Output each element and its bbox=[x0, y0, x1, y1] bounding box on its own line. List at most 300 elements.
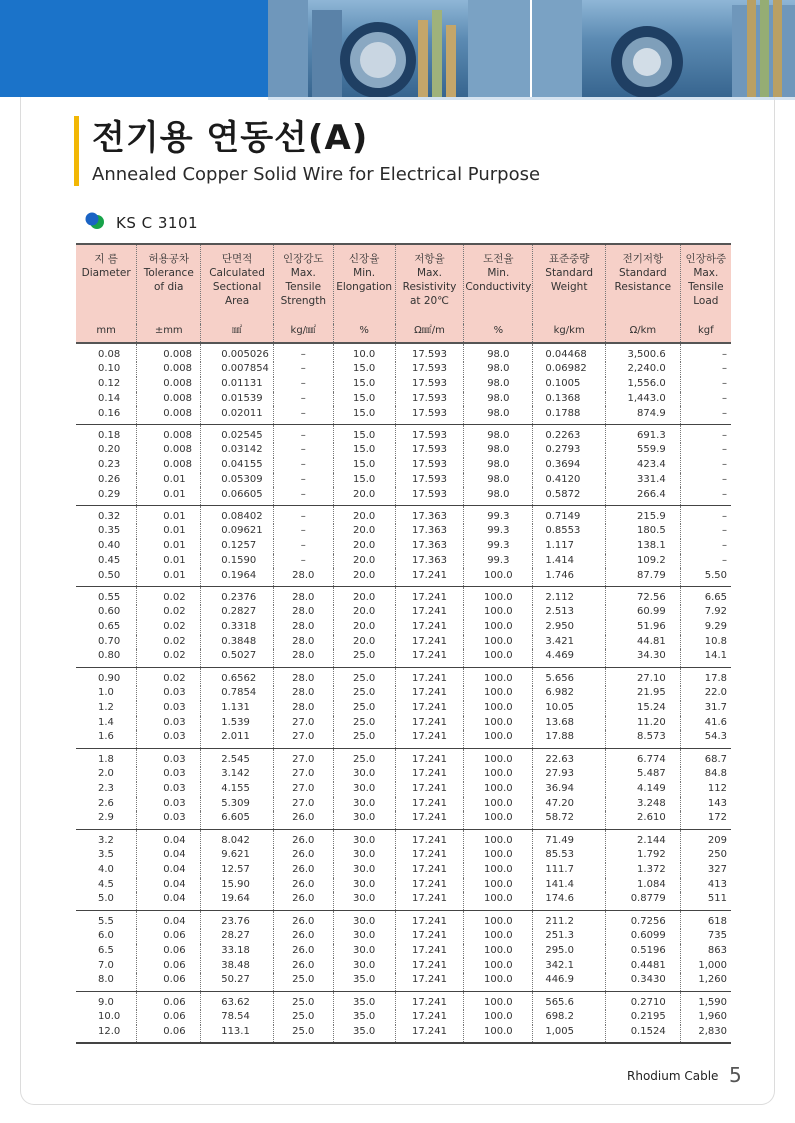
table-cell: 20.0 bbox=[333, 524, 395, 539]
table-cell: 9.621 bbox=[201, 848, 274, 863]
table-cell: 0.01 bbox=[137, 568, 201, 586]
table-cell: 100.0 bbox=[464, 929, 533, 944]
table-cell: 0.16 bbox=[98, 407, 121, 419]
table-cell: 698.2 bbox=[533, 1010, 606, 1025]
column-unit: kg/km bbox=[533, 324, 606, 343]
table-cell: 100.0 bbox=[464, 686, 533, 701]
header-cable-photo-2 bbox=[532, 0, 795, 97]
table-cell: 99.3 bbox=[464, 539, 533, 554]
table-cell: 143 bbox=[680, 797, 731, 812]
table-cell: 423.4 bbox=[606, 458, 681, 473]
table-cell: – bbox=[273, 458, 333, 473]
table-cell: 0.008 bbox=[137, 392, 201, 407]
table-cell: 0.01 bbox=[137, 487, 201, 505]
table-cell: 0.04155 bbox=[201, 458, 274, 473]
table-cell: 6.774 bbox=[606, 748, 681, 767]
column-header-english: Standard Weight bbox=[545, 267, 594, 293]
table-row-group bbox=[76, 343, 731, 424]
table-cell: 2.144 bbox=[606, 829, 681, 848]
table-cell: 100.0 bbox=[464, 797, 533, 812]
table-cell: 100.0 bbox=[464, 863, 533, 878]
table-row bbox=[76, 991, 731, 1010]
table-cell: 1.117 bbox=[533, 539, 606, 554]
table-cell: 30.0 bbox=[333, 797, 395, 812]
standard-code: KS C 3101 bbox=[116, 214, 199, 232]
table-cell: 28.27 bbox=[201, 929, 274, 944]
table-row bbox=[76, 797, 731, 812]
table-cell: 4.155 bbox=[201, 782, 274, 797]
table-cell: 1,260 bbox=[680, 973, 731, 991]
table-row bbox=[76, 524, 731, 539]
column-header bbox=[533, 244, 606, 324]
table-cell: 99.3 bbox=[464, 524, 533, 539]
table-cell: 63.62 bbox=[201, 991, 274, 1010]
table-cell: 98.0 bbox=[464, 473, 533, 488]
table-cell: 28.0 bbox=[273, 649, 333, 667]
table-row bbox=[76, 973, 731, 991]
table-cell: 100.0 bbox=[464, 811, 533, 829]
table-cell: 342.1 bbox=[533, 958, 606, 973]
table-cell: 100.0 bbox=[464, 748, 533, 767]
table-cell: 28.0 bbox=[273, 667, 333, 686]
column-unit: mm bbox=[96, 325, 116, 336]
table-cell: – bbox=[273, 554, 333, 569]
table-cell: 25.0 bbox=[273, 1010, 333, 1025]
table-cell: 0.008 bbox=[137, 424, 201, 443]
table-cell: 25.0 bbox=[333, 716, 395, 731]
table-cell: 141.4 bbox=[533, 878, 606, 893]
table-cell: 30.0 bbox=[333, 848, 395, 863]
table-cell: 0.03142 bbox=[201, 443, 274, 458]
table-cell: 5.0 bbox=[98, 893, 114, 905]
table-cell: 138.1 bbox=[606, 539, 681, 554]
table-row bbox=[76, 929, 731, 944]
table-cell: – bbox=[273, 443, 333, 458]
table-cell: 17.241 bbox=[395, 848, 464, 863]
table-cell: 10.0 bbox=[333, 343, 395, 362]
table-cell: 28.0 bbox=[273, 620, 333, 635]
table-cell: 44.81 bbox=[606, 635, 681, 650]
table-cell: 100.0 bbox=[464, 649, 533, 667]
table-cell: 3.2 bbox=[98, 834, 114, 846]
table-cell: 0.90 bbox=[98, 672, 121, 684]
table-cell: 863 bbox=[680, 944, 731, 959]
table-cell: 17.241 bbox=[395, 910, 464, 929]
table-cell: 28.0 bbox=[273, 701, 333, 716]
table-cell: 0.06 bbox=[137, 1025, 201, 1043]
table-cell: 0.04 bbox=[137, 878, 201, 893]
table-cell: 1.746 bbox=[533, 568, 606, 586]
table-row bbox=[76, 505, 731, 524]
table-cell: 0.04 bbox=[137, 892, 201, 910]
table-cell: 0.32 bbox=[98, 510, 121, 522]
table-cell: 17.241 bbox=[395, 620, 464, 635]
table-cell: 215.9 bbox=[606, 505, 681, 524]
table-cell: 9.0 bbox=[98, 996, 114, 1008]
table-cell: 27.0 bbox=[273, 782, 333, 797]
table-cell: 87.79 bbox=[606, 568, 681, 586]
table-cell: 0.1005 bbox=[533, 377, 606, 392]
column-unit: kg/㎟ bbox=[273, 324, 333, 343]
table-cell: 98.0 bbox=[464, 343, 533, 362]
table-cell: 15.0 bbox=[333, 406, 395, 424]
table-cell: 1.8 bbox=[98, 753, 114, 765]
table-cell: 30.0 bbox=[333, 829, 395, 848]
table-cell: 8.0 bbox=[98, 974, 114, 986]
table-cell: 0.06 bbox=[137, 929, 201, 944]
table-cell: – bbox=[273, 362, 333, 377]
table-cell: 30.0 bbox=[333, 892, 395, 910]
table-cell: 100.0 bbox=[464, 586, 533, 605]
table-cell: 30.0 bbox=[333, 782, 395, 797]
table-cell: 0.03 bbox=[137, 716, 201, 731]
table-row bbox=[76, 362, 731, 377]
table-cell: 98.0 bbox=[464, 392, 533, 407]
column-unit: % bbox=[333, 324, 395, 343]
table-cell: 15.0 bbox=[333, 362, 395, 377]
table-cell: 1.084 bbox=[606, 878, 681, 893]
table-row bbox=[76, 443, 731, 458]
table-cell: – bbox=[273, 424, 333, 443]
table-cell: 0.1964 bbox=[201, 568, 274, 586]
table-cell: 0.80 bbox=[98, 650, 121, 662]
table-cell: 22.0 bbox=[680, 686, 731, 701]
table-cell: 17.241 bbox=[395, 973, 464, 991]
table-cell: 17.241 bbox=[395, 782, 464, 797]
table-row bbox=[76, 458, 731, 473]
table-cell: 17.241 bbox=[395, 701, 464, 716]
table-cell: 25.0 bbox=[333, 748, 395, 767]
table-cell: 174.6 bbox=[533, 892, 606, 910]
table-row bbox=[76, 586, 731, 605]
table-cell: 28.0 bbox=[273, 605, 333, 620]
table-cell: 100.0 bbox=[464, 991, 533, 1010]
table-header bbox=[76, 244, 731, 343]
table-row-group bbox=[76, 991, 731, 1043]
table-cell: 1,443.0 bbox=[606, 392, 681, 407]
table-row bbox=[76, 958, 731, 973]
table-cell: 15.0 bbox=[333, 473, 395, 488]
table-cell: 100.0 bbox=[464, 944, 533, 959]
table-cell: 0.45 bbox=[98, 554, 121, 566]
table-cell: 17.241 bbox=[395, 878, 464, 893]
table-cell: 0.08 bbox=[98, 349, 121, 360]
table-cell: 0.01131 bbox=[201, 377, 274, 392]
table-cell: 0.1590 bbox=[201, 554, 274, 569]
table-cell: 211.2 bbox=[533, 910, 606, 929]
column-header bbox=[201, 244, 274, 324]
table-cell: 100.0 bbox=[464, 620, 533, 635]
table-cell: – bbox=[273, 487, 333, 505]
column-header-english: Max. Tensile Load bbox=[688, 267, 724, 307]
column-header bbox=[464, 244, 533, 324]
table-cell: 13.68 bbox=[533, 716, 606, 731]
table-cell: 100.0 bbox=[464, 878, 533, 893]
table-cell: 20.0 bbox=[333, 539, 395, 554]
table-cell: 874.9 bbox=[606, 406, 681, 424]
table-cell: 0.2710 bbox=[606, 991, 681, 1010]
table-cell: – bbox=[680, 487, 731, 505]
table-cell: 85.53 bbox=[533, 848, 606, 863]
table-cell: 17.241 bbox=[395, 568, 464, 586]
table-cell: 23.76 bbox=[201, 910, 274, 929]
table-cell: 15.0 bbox=[333, 392, 395, 407]
table-cell: 0.03 bbox=[137, 701, 201, 716]
table-cell: 0.03 bbox=[137, 782, 201, 797]
table-row-group bbox=[76, 505, 731, 586]
table-row bbox=[76, 406, 731, 424]
table-cell: 0.04 bbox=[137, 863, 201, 878]
table-cell: – bbox=[680, 539, 731, 554]
table-cell: 2,240.0 bbox=[606, 362, 681, 377]
table-cell: 0.3430 bbox=[606, 973, 681, 991]
table-cell: 0.2263 bbox=[533, 424, 606, 443]
table-row bbox=[76, 568, 731, 586]
table-row-group bbox=[76, 424, 731, 505]
table-cell: 2.0 bbox=[98, 768, 114, 780]
table-cell: 735 bbox=[680, 929, 731, 944]
table-cell: 0.3318 bbox=[201, 620, 274, 635]
table-cell: 6.65 bbox=[680, 586, 731, 605]
table-cell: 17.363 bbox=[395, 539, 464, 554]
table-row bbox=[76, 767, 731, 782]
table-cell: 691.3 bbox=[606, 424, 681, 443]
column-header-korean: 저항율 bbox=[414, 253, 445, 265]
column-header-english: Min. Elongation bbox=[336, 267, 393, 293]
table-cell: 0.5872 bbox=[533, 487, 606, 505]
table-cell: 17.593 bbox=[395, 362, 464, 377]
table-cell: 10.0 bbox=[98, 1011, 121, 1023]
table-cell: 0.6099 bbox=[606, 929, 681, 944]
table-cell: 0.14 bbox=[98, 392, 121, 404]
table-cell: 0.06982 bbox=[533, 362, 606, 377]
table-cell: 112 bbox=[680, 782, 731, 797]
column-header bbox=[395, 244, 464, 324]
table-cell: 0.01 bbox=[137, 505, 201, 524]
table-cell: 0.03 bbox=[137, 811, 201, 829]
column-unit: Ω/km bbox=[606, 324, 681, 343]
table-cell: 38.48 bbox=[201, 958, 274, 973]
table-cell: 1.131 bbox=[201, 701, 274, 716]
table-cell: 0.7149 bbox=[533, 505, 606, 524]
table-cell: 5.5 bbox=[98, 915, 114, 927]
table-cell: 559.9 bbox=[606, 443, 681, 458]
table-row-group bbox=[76, 829, 731, 910]
column-header-korean: 도전율 bbox=[483, 253, 514, 265]
table-cell: 0.02 bbox=[137, 667, 201, 686]
page-title-english: Annealed Copper Solid Wire for Electrical Purpose bbox=[92, 164, 541, 185]
column-unit: ㎟ bbox=[201, 324, 274, 343]
table-cell: 98.0 bbox=[464, 406, 533, 424]
table-cell: 0.09621 bbox=[201, 524, 274, 539]
table-cell: 17.593 bbox=[395, 392, 464, 407]
table-row bbox=[76, 473, 731, 488]
table-cell: 1.0 bbox=[98, 687, 114, 699]
table-cell: 25.0 bbox=[333, 701, 395, 716]
table-cell: 327 bbox=[680, 863, 731, 878]
table-cell: – bbox=[680, 406, 731, 424]
table-cell: 4.0 bbox=[98, 864, 114, 876]
column-unit: kgf bbox=[680, 324, 731, 343]
table-cell: 21.95 bbox=[606, 686, 681, 701]
table-cell: 0.008 bbox=[137, 377, 201, 392]
table-cell: 0.01 bbox=[137, 473, 201, 488]
table-cell: 17.241 bbox=[395, 829, 464, 848]
table-cell: 618 bbox=[680, 910, 731, 929]
column-header bbox=[606, 244, 681, 324]
table-cell: 17.593 bbox=[395, 377, 464, 392]
table-row bbox=[76, 782, 731, 797]
table-cell: – bbox=[680, 473, 731, 488]
table-cell: 17.593 bbox=[395, 458, 464, 473]
column-header-english: Max. Tensile Strength bbox=[280, 267, 326, 307]
table-cell: 35.0 bbox=[333, 991, 395, 1010]
table-cell: 26.0 bbox=[273, 958, 333, 973]
table-cell: 26.0 bbox=[273, 863, 333, 878]
table-cell: 26.0 bbox=[273, 944, 333, 959]
column-unit: Ω㎟/m bbox=[395, 324, 464, 343]
table-row bbox=[76, 605, 731, 620]
table-cell: 17.241 bbox=[395, 944, 464, 959]
column-unit: % bbox=[464, 324, 533, 343]
table-row-group bbox=[76, 748, 731, 829]
table-cell: 0.5196 bbox=[606, 944, 681, 959]
table-cell: 2.6 bbox=[98, 797, 114, 809]
table-row bbox=[76, 863, 731, 878]
page-number: 5 bbox=[729, 1063, 742, 1087]
table-cell: 14.1 bbox=[680, 649, 731, 667]
table-cell: 0.2195 bbox=[606, 1010, 681, 1025]
table-row bbox=[76, 811, 731, 829]
table-cell: 0.007854 bbox=[201, 362, 274, 377]
table-cell: 30.0 bbox=[333, 878, 395, 893]
table-cell: 3.5 bbox=[98, 849, 114, 861]
table-row bbox=[76, 701, 731, 716]
table-cell: 0.02011 bbox=[201, 406, 274, 424]
table-cell: 51.96 bbox=[606, 620, 681, 635]
table-cell: 0.1788 bbox=[533, 406, 606, 424]
table-row bbox=[76, 910, 731, 929]
table-cell: 34.30 bbox=[606, 649, 681, 667]
table-row bbox=[76, 848, 731, 863]
table-cell: 98.0 bbox=[464, 424, 533, 443]
table-cell: 20.0 bbox=[333, 505, 395, 524]
table-cell: 22.63 bbox=[533, 748, 606, 767]
table-cell: 0.6562 bbox=[201, 667, 274, 686]
table-cell: 0.008 bbox=[137, 362, 201, 377]
table-cell: 15.90 bbox=[201, 878, 274, 893]
table-cell: 20.0 bbox=[333, 605, 395, 620]
table-cell: 30.0 bbox=[333, 811, 395, 829]
table-cell: 28.0 bbox=[273, 686, 333, 701]
table-cell: 99.3 bbox=[464, 554, 533, 569]
table-row bbox=[76, 620, 731, 635]
page-title-korean: 전기용 연동선(A) bbox=[92, 118, 369, 158]
table-cell: 1.6 bbox=[98, 731, 114, 743]
table-cell: 27.0 bbox=[273, 767, 333, 782]
table-cell: – bbox=[273, 539, 333, 554]
table-cell: 35.0 bbox=[333, 1010, 395, 1025]
table-cell: 7.0 bbox=[98, 959, 114, 971]
table-cell: 17.241 bbox=[395, 649, 464, 667]
table-cell: 27.0 bbox=[273, 797, 333, 812]
table-cell: 0.26 bbox=[98, 473, 121, 485]
table-cell: 0.01 bbox=[137, 524, 201, 539]
table-cell: 1,960 bbox=[680, 1010, 731, 1025]
table-cell: 0.008 bbox=[137, 458, 201, 473]
table-cell: – bbox=[680, 362, 731, 377]
table-cell: 100.0 bbox=[464, 829, 533, 848]
table-cell: 100.0 bbox=[464, 892, 533, 910]
table-cell: 17.241 bbox=[395, 605, 464, 620]
table-cell: 0.1524 bbox=[606, 1025, 681, 1043]
table-cell: 0.8779 bbox=[606, 892, 681, 910]
table-row bbox=[76, 944, 731, 959]
column-header bbox=[76, 244, 137, 324]
table-cell: 0.60 bbox=[98, 606, 121, 618]
table-cell: 1,590 bbox=[680, 991, 731, 1010]
table-cell: 0.02 bbox=[137, 649, 201, 667]
table-cell: 1,000 bbox=[680, 958, 731, 973]
table-cell: 1.792 bbox=[606, 848, 681, 863]
table-cell: 2.112 bbox=[533, 586, 606, 605]
table-cell: 15.0 bbox=[333, 424, 395, 443]
table-cell: 17.241 bbox=[395, 991, 464, 1010]
table-cell: – bbox=[273, 505, 333, 524]
table-cell: 30.0 bbox=[333, 863, 395, 878]
table-row bbox=[76, 686, 731, 701]
table-cell: 511 bbox=[680, 892, 731, 910]
table-cell: 0.02 bbox=[137, 586, 201, 605]
table-cell: 413 bbox=[680, 878, 731, 893]
table-cell: 295.0 bbox=[533, 944, 606, 959]
table-cell: 100.0 bbox=[464, 973, 533, 991]
table-cell: 17.241 bbox=[395, 811, 464, 829]
table-row bbox=[76, 716, 731, 731]
table-cell: 0.04 bbox=[137, 910, 201, 929]
table-cell: 250 bbox=[680, 848, 731, 863]
table-cell: 17.241 bbox=[395, 958, 464, 973]
table-cell: 0.02 bbox=[137, 635, 201, 650]
table-cell: 0.06 bbox=[137, 944, 201, 959]
table-cell: 100.0 bbox=[464, 958, 533, 973]
table-cell: 35.0 bbox=[333, 973, 395, 991]
table-cell: 26.0 bbox=[273, 878, 333, 893]
table-cell: 19.64 bbox=[201, 892, 274, 910]
table-cell: 8.573 bbox=[606, 730, 681, 748]
column-header bbox=[273, 244, 333, 324]
table-cell: 26.0 bbox=[273, 892, 333, 910]
table-cell: 33.18 bbox=[201, 944, 274, 959]
table-cell: 0.29 bbox=[98, 488, 121, 500]
table-cell: – bbox=[273, 377, 333, 392]
table-cell: 17.88 bbox=[533, 730, 606, 748]
table-cell: 0.5027 bbox=[201, 649, 274, 667]
table-cell: 0.50 bbox=[98, 569, 121, 581]
table-cell: 0.008 bbox=[137, 443, 201, 458]
table-cell: 209 bbox=[680, 829, 731, 848]
table-cell: 27.0 bbox=[273, 748, 333, 767]
table-cell: 27.93 bbox=[533, 767, 606, 782]
table-cell: 0.03 bbox=[137, 797, 201, 812]
table-row bbox=[76, 554, 731, 569]
table-row bbox=[76, 1010, 731, 1025]
column-header-korean: 인장강도 bbox=[283, 253, 324, 265]
table-cell: 10.8 bbox=[680, 635, 731, 650]
table-cell: 2.513 bbox=[533, 605, 606, 620]
table-cell: 1.2 bbox=[98, 702, 114, 714]
table-cell: 0.4481 bbox=[606, 958, 681, 973]
